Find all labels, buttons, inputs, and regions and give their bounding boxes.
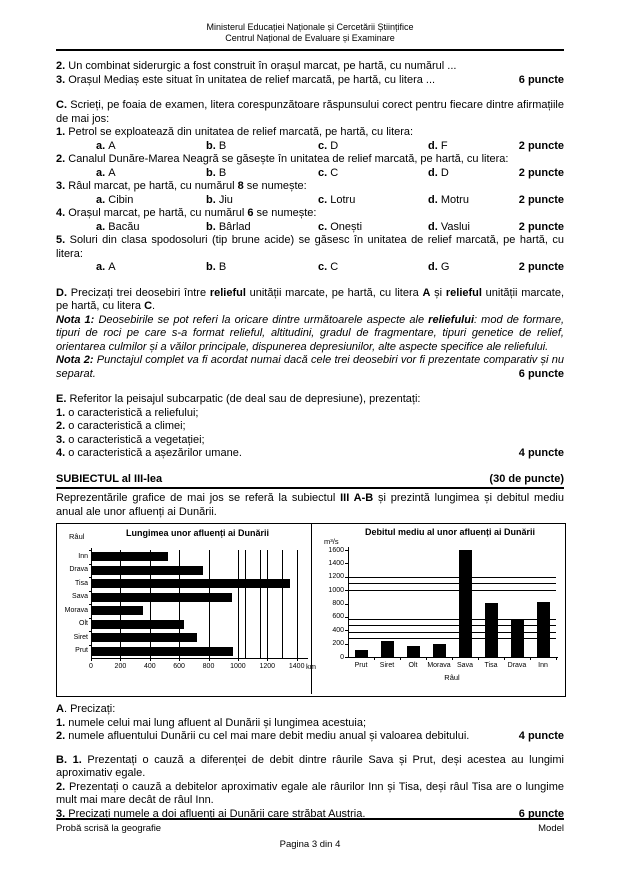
gridline	[260, 550, 261, 658]
bar-drava	[92, 566, 203, 575]
option-value: Vaslui	[437, 220, 470, 233]
bar-tisa	[92, 579, 290, 588]
option-letter: c.	[318, 166, 328, 179]
points-label: 2 puncte	[515, 167, 564, 181]
text-segment: .	[152, 300, 156, 312]
section-d-text	[56, 287, 564, 314]
axis-tick	[504, 657, 505, 660]
option-value: Motru	[437, 193, 469, 206]
category-label: Tisa	[484, 662, 498, 669]
axis-tick	[89, 564, 92, 565]
x-tick-label: 200	[114, 663, 127, 670]
axis-tick	[345, 563, 348, 564]
section-b-item-1	[56, 754, 564, 781]
bar-morava	[433, 644, 446, 657]
text-segment: și prezintă lungimea și debitul mediu anual ale unor afluenți ai Dunării.	[56, 492, 564, 518]
question-5-text	[56, 234, 564, 261]
text-segment: se numește:	[243, 180, 307, 192]
option-c	[318, 167, 338, 181]
question-4-options	[56, 221, 564, 235]
gridline	[267, 550, 268, 658]
axis-tick	[452, 657, 453, 660]
text-segment: Nota 1:	[56, 313, 95, 326]
bar-drava	[511, 619, 524, 657]
option-value: C	[327, 166, 339, 179]
axis-tick	[345, 630, 348, 631]
option-value: B	[215, 166, 227, 179]
text-segment: numele afluentului Dunării cu cel mai mare debit mediu anual și valoarea debitului.	[65, 730, 470, 742]
axis-tick	[345, 617, 348, 618]
text-segment: Deosebirile se pot referi la oricare dintre următoarele aspecte ale	[94, 313, 429, 326]
text-segment: 2.	[56, 780, 66, 793]
bar-sava	[92, 593, 232, 602]
ministry-header	[56, 22, 564, 44]
header-rule	[56, 49, 564, 51]
option-value: F	[437, 139, 448, 152]
option-d	[428, 140, 448, 154]
text-segment: D.	[56, 286, 67, 299]
axis-tick	[345, 657, 348, 658]
text-segment: o caracteristică a așezărilor umane.	[65, 447, 242, 459]
axis-tick	[530, 657, 531, 660]
option-b	[206, 221, 251, 235]
points-label: 4 puncte	[515, 447, 564, 461]
y-axis	[348, 547, 349, 657]
header-line1: Ministerul Educației Naționale și Cercetării Științifice	[206, 22, 414, 32]
text-segment: 8	[237, 180, 244, 192]
category-label: Prut	[75, 647, 88, 654]
option-letter: c.	[318, 220, 328, 233]
option-a	[96, 194, 133, 208]
axis-tick	[89, 618, 92, 619]
option-c	[318, 194, 355, 208]
option-value: A	[105, 261, 116, 273]
axis-tick	[89, 577, 92, 578]
gridline	[238, 550, 239, 658]
points-label: 2 puncte	[515, 194, 564, 208]
y-tick-label: 1000	[328, 586, 344, 594]
option-letter: b.	[206, 139, 216, 152]
x-tick-label: 800	[202, 663, 215, 670]
option-letter: a.	[96, 220, 106, 233]
page-footer	[56, 818, 564, 850]
x-axis-label: Râul	[444, 673, 460, 682]
footer-exam-type: Probă scrisă la geografie	[56, 823, 162, 834]
option-letter: c.	[318, 261, 328, 273]
nota-2	[56, 354, 564, 381]
option-value: Lotru	[327, 193, 356, 206]
category-label: Drava	[507, 662, 527, 669]
x-tick-label: 1000	[230, 663, 246, 670]
y-tick-label: 800	[332, 600, 344, 607]
text-segment: III A-B	[340, 492, 374, 504]
text-segment: o caracteristică a vegetației;	[65, 433, 205, 446]
gridline	[348, 619, 556, 620]
question-1-text	[56, 126, 564, 140]
text-segment: : mod de formare, tipuri de roci pe care s-a format relieful, altitudini, gradul de fragmentare, tipuri genetice de relief, orientarea culmilor și a văilor principale, dispunerea depresiunilor, alte aspecte specifice ale reliefului.	[56, 313, 564, 353]
text-segment: . Precizați:	[63, 703, 116, 715]
option-d	[428, 167, 449, 181]
text-segment: E.	[56, 393, 67, 405]
axis-tick	[89, 631, 92, 632]
text-segment: Prezentați o cauză a debitelor aproximativ egale ale râurilor Inn și Tisa, deși râul Tisa are o lungime mult mai mare decât de râul Inn.	[56, 780, 564, 806]
text-segment: Precizați numele a doi afluenți ai Dunării care străbat Austria.	[65, 807, 366, 820]
section-a-item-1	[56, 717, 564, 731]
axis-tick	[345, 577, 348, 578]
section-e-item-1	[56, 407, 564, 421]
text-segment: 4.	[56, 207, 66, 219]
y-tick-label: 400	[332, 626, 344, 634]
text-segment: Orașul marcat, pe hartă, cu numărul	[65, 207, 248, 219]
y-tick-label: 600	[332, 613, 344, 621]
x-axis	[91, 658, 308, 659]
x-axis	[348, 657, 558, 658]
text-segment: Orașul Mediaș este situat în unitatea de relief marcată, pe hartă, cu litera ...	[65, 73, 436, 86]
axis-tick	[267, 658, 268, 661]
axis-tick	[238, 658, 239, 661]
axis-tick	[209, 658, 210, 661]
text-segment: Precizați trei deosebiri între	[67, 286, 210, 299]
option-b	[206, 261, 226, 275]
x-tick-label: 400	[143, 663, 156, 670]
points-label: 6 puncte	[515, 368, 564, 382]
chart-title: Debitul mediu al unor afluenți ai Dunării	[364, 527, 535, 537]
text-segment: unității marcate, pe hartă, cu litera	[56, 286, 565, 312]
question-1-options	[56, 140, 564, 154]
option-letter: b.	[206, 193, 216, 206]
gridline	[245, 550, 246, 658]
x-tick-label: 600	[173, 663, 185, 670]
text-segment: A	[56, 703, 64, 715]
option-letter: a.	[96, 139, 106, 152]
option-value: B	[215, 139, 227, 152]
axis-tick	[345, 604, 348, 605]
option-a	[96, 261, 116, 275]
question-3-text	[56, 180, 564, 194]
section-d	[56, 287, 564, 382]
category-label: Inn	[78, 552, 88, 560]
option-value: C	[327, 261, 339, 273]
option-value: A	[105, 166, 116, 179]
question-4-text	[56, 207, 564, 221]
option-c	[318, 261, 338, 275]
option-a	[96, 140, 116, 154]
section-a-item-2	[56, 730, 564, 744]
nota-1	[56, 314, 564, 355]
option-d	[428, 221, 470, 235]
text-segment: C	[144, 300, 153, 312]
section-e-item-2	[56, 420, 564, 434]
text-segment: reliefului	[428, 313, 475, 326]
subject3-section-a	[56, 703, 564, 744]
y-axis	[91, 548, 92, 658]
points-label: 2 puncte	[515, 140, 564, 154]
option-value: Cibin	[105, 193, 134, 206]
footer-model-label: Model	[538, 823, 564, 834]
text-segment: A	[422, 286, 431, 299]
list-item	[56, 74, 564, 88]
axis-tick	[89, 591, 92, 592]
option-value: Bacău	[105, 220, 140, 233]
axis-tick	[120, 658, 121, 661]
section-e-item-3	[56, 434, 564, 448]
x-tick-label: 1400	[288, 663, 305, 670]
category-label: Prut	[354, 662, 368, 669]
bar-olt	[407, 646, 420, 657]
option-value: D	[327, 139, 339, 152]
length-bar-chart	[57, 524, 316, 694]
text-segment: relieful	[445, 286, 482, 299]
subject3-intro	[56, 492, 564, 519]
axis-tick	[345, 550, 348, 551]
text-segment: C.	[56, 99, 67, 111]
text-segment: 1.	[56, 126, 66, 138]
question-2-text	[56, 153, 564, 167]
subject2-remaining-items	[56, 60, 564, 87]
text-segment: 3.	[56, 433, 66, 446]
text-segment: 5.	[56, 234, 66, 246]
text-segment: și	[430, 286, 446, 299]
points-label: 6 puncte	[515, 808, 564, 822]
option-value: Onești	[327, 220, 363, 233]
option-value: Bârlad	[215, 220, 251, 233]
axis-tick	[345, 590, 348, 591]
section-b-item-2	[56, 781, 564, 808]
y-tick-label: 1600	[328, 546, 344, 554]
unit-label: km	[306, 662, 316, 671]
gridline	[348, 632, 556, 633]
section-c	[56, 99, 564, 275]
axis-tick	[89, 604, 92, 605]
axis-tick	[89, 550, 92, 551]
option-letter: b.	[206, 261, 216, 273]
question-5-options	[56, 261, 564, 275]
axis-tick	[426, 657, 427, 660]
category-label: Drava	[69, 566, 88, 573]
text-segment: 2.	[56, 420, 66, 432]
text-segment: 2.	[56, 60, 66, 72]
y-axis-label: Râul	[69, 532, 85, 541]
option-letter: a.	[96, 261, 106, 273]
text-segment: numele celui mai lung afluent al Dunării și lungimea acestuia;	[65, 716, 367, 729]
axis-tick	[556, 657, 557, 660]
discharge-bar-chart	[311, 524, 564, 694]
bar-prut	[92, 647, 233, 656]
category-label: Inn	[538, 662, 548, 669]
section-e-item-4	[56, 447, 564, 461]
x-tick-label: 1200	[259, 663, 276, 670]
axis-tick	[345, 644, 348, 645]
text-segment: o caracteristică a climei;	[65, 420, 186, 432]
option-letter: d.	[428, 220, 438, 233]
category-label: Olt	[408, 662, 418, 669]
category-label: Olt	[79, 620, 88, 627]
text-segment: unității marcate, pe hartă, cu litera	[245, 286, 423, 299]
subject3-section-b	[56, 754, 564, 822]
option-d	[428, 194, 469, 208]
option-value: D	[437, 166, 449, 179]
option-d	[428, 261, 449, 275]
gridline	[348, 625, 556, 626]
points-label: 2 puncte	[515, 221, 564, 235]
text-segment: Nota 2:	[56, 354, 94, 366]
gridline	[282, 550, 283, 658]
option-letter: c.	[318, 139, 328, 152]
y-tick-label: 1400	[328, 559, 344, 567]
text-segment: B. 1.	[56, 753, 82, 766]
option-letter: c.	[318, 193, 328, 206]
gridline	[348, 638, 556, 639]
text-segment: 2.	[56, 730, 66, 742]
bar-siret	[92, 633, 197, 642]
text-segment: Canalul Dunăre-Marea Neagră se găsește în unitatea de relief marcată, pe hartă, cu litera:	[65, 153, 509, 165]
text-segment: Referitor la peisajul subcarpatic (de deal sau de depresiune), prezentați:	[66, 393, 421, 405]
option-letter: d.	[428, 193, 438, 206]
text-segment: Punctajul complet va fi acordat numai dacă cele trei deosebiri vor fi prezentate comparativ și nu separat.	[56, 354, 565, 380]
points-label: 6 puncte	[515, 74, 564, 88]
header-line2: Centrul Național de Evaluare și Examinare	[225, 33, 395, 43]
bar-prut	[355, 650, 368, 657]
subject3-title: SUBIECTUL al III-lea	[56, 472, 163, 485]
section-e	[56, 393, 564, 461]
axis-tick	[400, 657, 401, 660]
axis-tick	[374, 657, 375, 660]
question-2-options	[56, 167, 564, 181]
text-segment: 3.	[56, 807, 66, 820]
text-segment: Prezentați o cauză a diferenței de debit dintre râurile Sava și Prut, deși acestea au lungimi aproximativ egale.	[56, 753, 564, 779]
text-segment: Soluri din clasa spodosoluri (tip brune acide) se găsesc în unitatea de relief marcată, pe hartă, cu litera:	[56, 234, 564, 260]
option-a	[96, 167, 116, 181]
gridline	[348, 590, 556, 591]
text-segment: Un combinat siderurgic a fost construit în orașul marcat, pe hartă, cu numărul ...	[65, 60, 457, 72]
gridline	[348, 577, 556, 578]
axis-tick	[91, 658, 92, 661]
option-letter: a.	[96, 166, 106, 179]
y-tick-label: 0	[340, 653, 344, 661]
text-segment: 6	[247, 207, 254, 219]
x-tick-label: 0	[89, 663, 93, 670]
option-value: G	[437, 261, 450, 273]
gridline	[209, 550, 210, 658]
category-label: Morava	[64, 606, 88, 614]
category-label: Siret	[73, 633, 88, 641]
subject3-header	[56, 473, 564, 490]
footer-page-number: Pagina 3 din 4	[279, 839, 341, 850]
text-segment: Scrieți, pe foaia de examen, litera corespunzătoare răspunsului corect pentru fiecare dintre afirmațiile de mai jos:	[56, 99, 564, 125]
option-c	[318, 140, 338, 154]
text-segment: 2.	[56, 153, 66, 165]
text-segment: se numește:	[253, 207, 317, 219]
section-a-intro	[56, 703, 564, 717]
question-3-options	[56, 194, 564, 208]
text-segment: 1.	[56, 716, 66, 729]
subject3-points: (30 de puncte)	[489, 472, 564, 485]
text-segment: Petrol se exploatează din unitatea de relief marcată, pe hartă, cu litera:	[65, 126, 414, 138]
bar-inn	[537, 602, 550, 657]
gridline	[297, 550, 298, 658]
option-value: B	[215, 261, 227, 273]
category-label: Morava	[427, 662, 451, 669]
axis-tick	[150, 658, 151, 661]
text-segment: 3.	[56, 73, 66, 86]
axis-tick	[478, 657, 479, 660]
text-segment: Reprezentările grafice de mai jos se referă la subiectul	[56, 492, 341, 504]
option-letter: d.	[428, 166, 438, 179]
category-label: Sava	[457, 662, 473, 669]
axis-tick	[179, 658, 180, 661]
bar-siret	[381, 641, 394, 657]
axis-tick	[89, 645, 92, 646]
option-letter: b.	[206, 166, 216, 179]
category-label: Sava	[72, 593, 88, 600]
option-c	[318, 221, 362, 235]
chart-title: Lungimea unor afluenți ai Dunării	[125, 528, 269, 538]
bar-morava	[92, 606, 143, 615]
text-segment: 4.	[56, 447, 66, 459]
gridline	[348, 583, 556, 584]
y-tick-label: 200	[332, 640, 344, 648]
option-b	[206, 167, 226, 181]
points-label: 4 puncte	[515, 730, 564, 744]
option-b	[206, 194, 233, 208]
option-value: Jiu	[215, 193, 233, 206]
footer-row	[56, 823, 564, 834]
category-label: Siret	[379, 662, 395, 669]
option-letter: a.	[96, 193, 106, 206]
unit-label: m³/s	[324, 537, 339, 546]
option-a	[96, 221, 139, 235]
text-segment: relieful	[209, 286, 246, 299]
text-segment: o caracteristică a reliefului;	[65, 406, 199, 419]
bar-tisa	[485, 603, 498, 657]
points-label: 2 puncte	[515, 261, 564, 275]
y-tick-label: 1200	[328, 573, 344, 581]
text-segment: 1.	[56, 406, 66, 419]
section-c-intro	[56, 99, 564, 126]
option-b	[206, 140, 226, 154]
bar-inn	[92, 552, 168, 561]
charts-box	[56, 523, 566, 697]
option-letter: d.	[428, 261, 438, 273]
list-item	[56, 60, 564, 74]
text-segment: 3.	[56, 180, 66, 192]
section-e-intro	[56, 393, 564, 407]
bar-olt	[92, 620, 184, 629]
axis-tick	[297, 658, 298, 661]
bar-sava	[459, 550, 472, 657]
option-value: A	[105, 139, 116, 152]
category-label: Tisa	[75, 579, 88, 587]
option-letter: d.	[428, 139, 438, 152]
text-segment: Râul marcat, pe hartă, cu numărul	[65, 180, 238, 192]
option-letter: b.	[206, 220, 216, 233]
